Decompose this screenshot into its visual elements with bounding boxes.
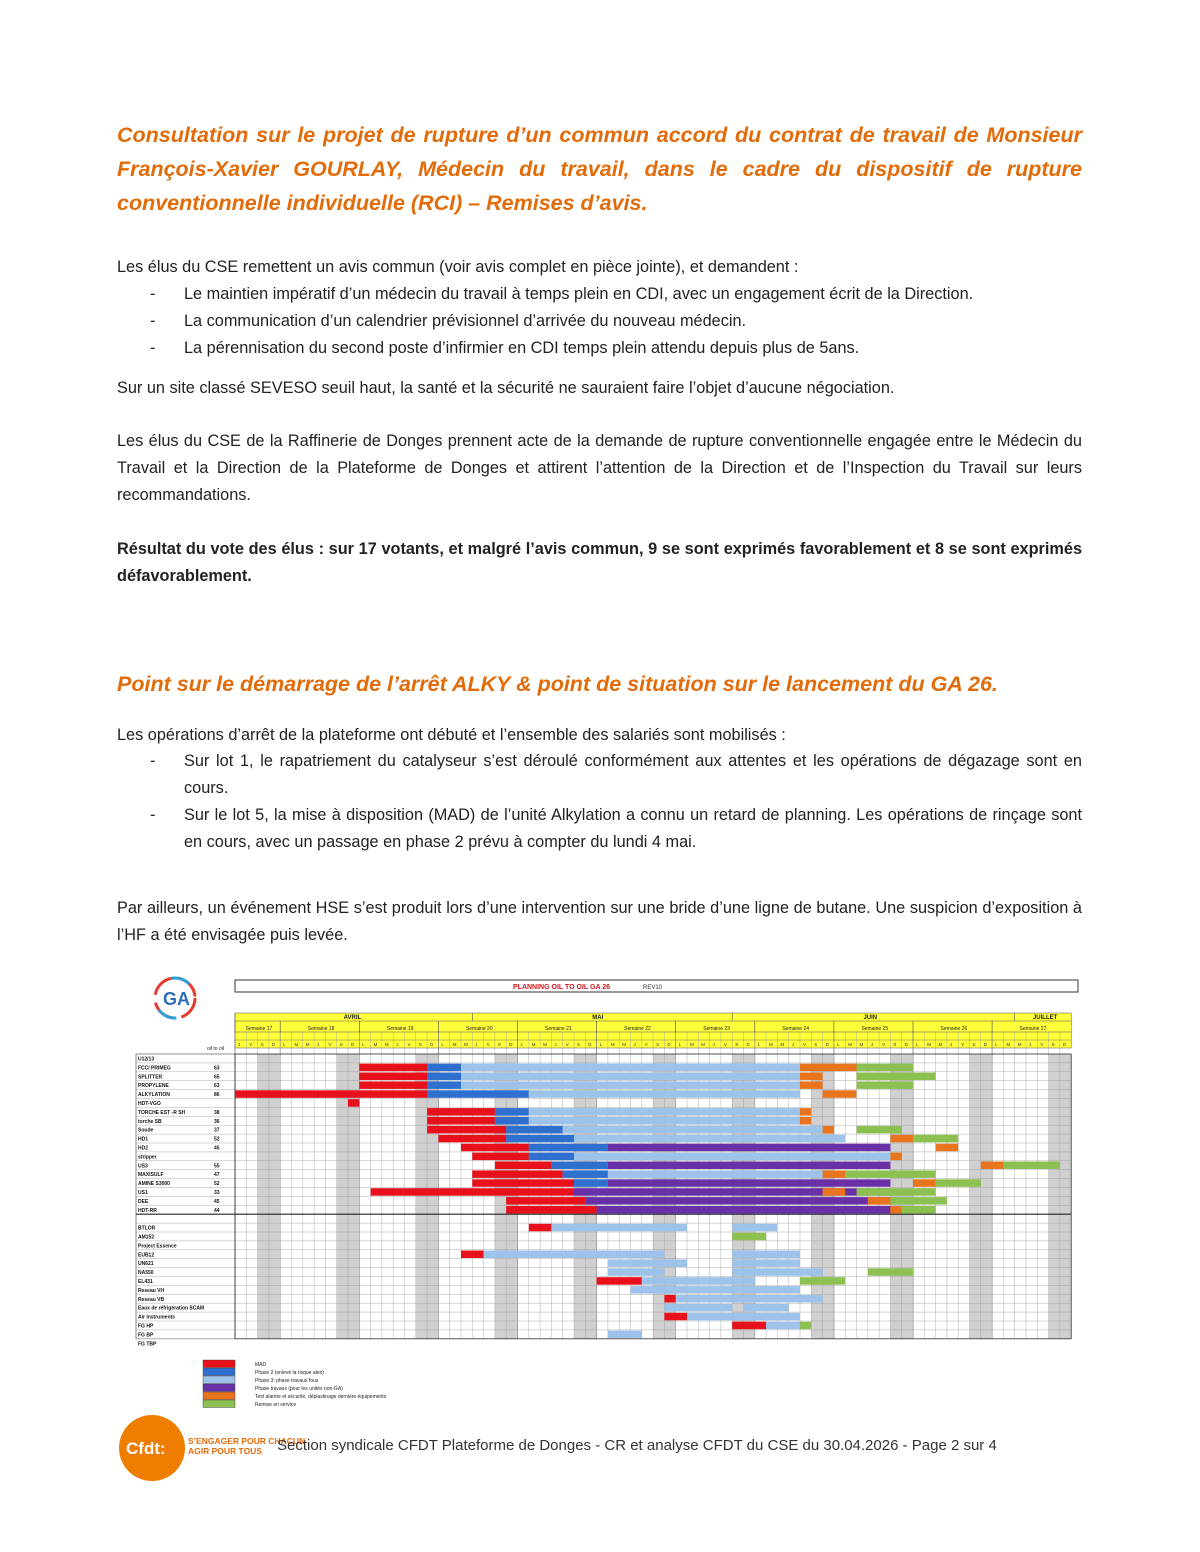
week-label: Semaine 17 xyxy=(245,1026,273,1032)
phase-bar xyxy=(461,1144,529,1152)
unit-label: Eaux de réfrigération SCAM xyxy=(138,1305,205,1312)
slogan-line-2: AGIR POUR TOUS xyxy=(188,1446,262,1456)
day-letter: L xyxy=(995,1042,998,1047)
day-letter: M xyxy=(701,1042,706,1047)
week-label: Semaine 20 xyxy=(465,1026,493,1032)
unit-label: Reseau VH xyxy=(138,1287,165,1294)
vote-result: Résultat du vote des élus : sur 17 votants, et malgré l’avis commun, 9 se sont exprimés favorablement et 8 se sont exprimés défavorablement. xyxy=(117,540,1082,585)
phase-bar xyxy=(551,1162,608,1170)
legend-label: Phase 3: phase travaux fous xyxy=(255,1378,319,1384)
phase-bar xyxy=(857,1064,914,1072)
day-letter: S xyxy=(260,1042,264,1047)
week-label: Semaine 26 xyxy=(940,1026,968,1032)
month-label: JUILLET xyxy=(1032,1015,1058,1021)
phase-bar xyxy=(857,1126,902,1134)
unit-label: AM152 xyxy=(138,1234,155,1241)
week-label: Semaine 25 xyxy=(861,1026,889,1032)
unit-value: 65 xyxy=(214,1074,220,1081)
unit-label: US1 xyxy=(138,1190,148,1196)
phase-bar xyxy=(506,1126,563,1134)
phase-bar xyxy=(585,1064,800,1072)
day-letter: V xyxy=(328,1042,332,1047)
phase-bar xyxy=(461,1064,585,1072)
day-letter: D xyxy=(667,1042,671,1047)
phase-bar xyxy=(438,1135,506,1143)
day-letter: L xyxy=(757,1042,761,1047)
legend-swatch xyxy=(203,1392,235,1400)
phase-bar xyxy=(371,1188,461,1196)
phase-bar xyxy=(857,1188,936,1196)
page-footer: Section syndicale CFDT Plateforme de Donges - CR et analyse CFDT du CSE du 30.04.2026 - Page 2 sur 4 xyxy=(277,1437,997,1454)
phase-bar xyxy=(529,1108,800,1116)
phase-bar xyxy=(823,1170,846,1178)
legend-label: Remise en service xyxy=(255,1402,297,1408)
unit-label: MAXISULF xyxy=(138,1172,164,1179)
phase-bar xyxy=(472,1153,529,1161)
day-letter: D xyxy=(1062,1042,1067,1047)
section-title-rci: Consultation sur le projet de rupture d’un commun accord du contrat de travail de Monsieur François-Xavier GOURLAY, Médecin du travail, dans le cadre du dispositif de rupture conventionnelle individuelle (RCI) – Remises d’avis. xyxy=(117,123,1082,215)
day-letter: L xyxy=(283,1042,286,1047)
unit-label: torche SB xyxy=(138,1118,162,1125)
phase-bar xyxy=(890,1197,947,1205)
day-letter: V xyxy=(407,1042,411,1047)
phase-bar xyxy=(608,1259,687,1267)
day-letter: M xyxy=(690,1042,694,1047)
unit-label: HDT-VGO xyxy=(138,1101,161,1107)
planning-ga26-image xyxy=(133,968,1080,1416)
phase-bar xyxy=(902,1206,936,1214)
cfdt-logo xyxy=(118,1414,186,1482)
phase-bar xyxy=(732,1251,800,1259)
phase-bar xyxy=(427,1126,506,1134)
day-letter: D xyxy=(430,1042,434,1047)
unit-value: 52 xyxy=(214,1181,220,1188)
phase-bar xyxy=(890,1153,901,1161)
unit-label: EL431 xyxy=(138,1279,153,1285)
month-label: JUIN xyxy=(863,1015,878,1021)
week-label: Semaine 21 xyxy=(545,1026,572,1032)
phase-bar xyxy=(597,1206,891,1214)
list-item: - La pérennisation du second poste d’infirmier en CDI temps plein attendu depuis plus de 5ans. xyxy=(117,335,1082,362)
day-letter: S xyxy=(497,1042,501,1047)
day-letter: V xyxy=(1040,1042,1044,1047)
phase-bar xyxy=(506,1135,574,1143)
day-letter: V xyxy=(882,1042,886,1047)
phase-bar xyxy=(687,1313,732,1321)
legend-label: Phase 2 (enlevé la risque atex) xyxy=(255,1370,324,1376)
phase-bar xyxy=(981,1162,1004,1170)
day-letter: S xyxy=(418,1042,422,1047)
legend-swatch xyxy=(203,1384,235,1392)
phase-bar xyxy=(800,1108,811,1116)
unit-label: FG BP xyxy=(138,1332,154,1339)
phase-bar xyxy=(800,1322,811,1330)
phase-bar xyxy=(732,1233,766,1241)
day-letter: L xyxy=(520,1042,524,1047)
section1-bullet-list xyxy=(117,281,1082,362)
week-label: Semaine 27 xyxy=(1019,1026,1047,1032)
day-letter: V xyxy=(565,1042,569,1047)
phase-bar xyxy=(563,1170,608,1178)
unit-label: Air Instruments xyxy=(138,1314,175,1321)
phase-bar xyxy=(529,1224,552,1232)
list-item: - Sur le lot 5, la mise à disposition (MAD) de l’unité Alkylation a connu un retard de planning. Les opérations de rinçage sont en cours, avec un passage en phase 2 prévu à compter du lundi 4 mai. xyxy=(117,802,1082,856)
day-letter: V xyxy=(803,1042,807,1047)
unit-value: 37 xyxy=(214,1127,220,1134)
day-letter: L xyxy=(362,1042,365,1047)
phase-bar xyxy=(585,1197,890,1205)
unit-value: 36 xyxy=(214,1118,220,1125)
day-letter: D xyxy=(271,1042,276,1047)
day-letter: M xyxy=(1017,1042,1022,1047)
phase-bar xyxy=(868,1268,913,1276)
section2-intro: Les opérations d’arrêt de la plateforme ont débuté et l’ensemble des salariés sont mobilisés : xyxy=(117,726,786,744)
unit-label: US3 xyxy=(138,1163,148,1170)
phase-bar xyxy=(472,1170,562,1178)
unit-value: 33 xyxy=(214,1190,220,1196)
day-letter: M xyxy=(780,1042,785,1047)
day-letter: J xyxy=(870,1042,874,1047)
day-letter: V xyxy=(644,1042,648,1047)
phase-bar xyxy=(551,1224,687,1232)
phase-bar xyxy=(427,1108,495,1116)
phase-bar xyxy=(529,1144,608,1152)
day-letter: M xyxy=(938,1042,943,1047)
week-label: Semaine 23 xyxy=(703,1026,730,1032)
phase-bar xyxy=(732,1277,755,1285)
unit-label: SPLITTER xyxy=(138,1074,163,1081)
unit-label: U12/13 xyxy=(138,1056,155,1063)
week-label: Semaine 24 xyxy=(782,1026,810,1032)
unit-label: AMINE S3000 xyxy=(138,1181,170,1188)
phase-bar xyxy=(631,1286,733,1294)
phase-bar xyxy=(506,1206,596,1214)
day-letter: M xyxy=(531,1042,536,1047)
day-letter: D xyxy=(351,1042,355,1047)
day-letter: S xyxy=(577,1042,581,1047)
unit-label: PROPYLENE xyxy=(138,1083,169,1090)
phase-bar xyxy=(800,1081,823,1089)
day-letter: M xyxy=(848,1042,852,1047)
day-letter: J xyxy=(791,1042,794,1047)
section1-intro: Les élus du CSE remettent un avis commun (voir avis complet en pièce jointe), et demandent : xyxy=(117,258,799,276)
day-letter: S xyxy=(972,1042,976,1047)
unit-label: FCC/ PRIMEG xyxy=(138,1065,171,1072)
phase-bar xyxy=(664,1304,732,1312)
phase-bar xyxy=(913,1179,936,1187)
day-letter: M xyxy=(373,1042,378,1047)
phase-bar xyxy=(506,1197,585,1205)
unit-label: FG HP xyxy=(138,1323,154,1330)
phase-bar xyxy=(913,1135,958,1143)
phase-bar xyxy=(664,1295,675,1303)
day-letter: M xyxy=(859,1042,864,1047)
phase-bar xyxy=(936,1144,959,1152)
phase-bar xyxy=(732,1224,777,1232)
phase-bar xyxy=(823,1126,834,1134)
phase-bar xyxy=(936,1179,981,1187)
day-letter: L xyxy=(678,1042,682,1047)
legend-swatch xyxy=(203,1376,235,1384)
legend-swatch xyxy=(203,1368,235,1376)
legend-swatch xyxy=(203,1400,235,1408)
hse-paragraph: Par ailleurs, un événement HSE s’est produit lors d’une intervention sur une bride d’une ligne de butane. Une suspicion d’exposition à l’HF a été envisagée puis levée. xyxy=(117,899,1082,944)
legend-label: Test alarme et sécurité, déplastinage dernière équipements xyxy=(255,1394,387,1400)
phase-bar xyxy=(574,1153,890,1161)
unit-label: HD1 xyxy=(138,1136,149,1143)
phase-bar xyxy=(574,1179,608,1187)
phase-bar xyxy=(664,1313,687,1321)
phase-bar xyxy=(608,1179,891,1187)
phase-bar xyxy=(484,1251,665,1259)
planning-title: PLANNING OIL TO OIL GA 26 xyxy=(513,984,610,991)
phase-bar xyxy=(732,1268,822,1276)
phase-bar xyxy=(823,1188,846,1196)
phase-bar xyxy=(608,1170,823,1178)
unit-value: 63 xyxy=(214,1065,220,1072)
day-letter: M xyxy=(543,1042,547,1047)
phase-bar xyxy=(766,1322,800,1330)
phase-bar xyxy=(857,1073,936,1081)
phase-bar xyxy=(1003,1162,1060,1170)
unit-value: 45 xyxy=(214,1198,220,1205)
day-letter: V xyxy=(961,1042,965,1047)
legend-label: Phase travaux (pour les unités non-GA) xyxy=(255,1386,343,1392)
phase-bar xyxy=(529,1117,800,1125)
phase-bar xyxy=(732,1286,800,1294)
phase-bar xyxy=(608,1331,642,1339)
cfdt-logo-text: Cfdt: xyxy=(126,1439,166,1458)
unit-value: 45 xyxy=(214,1145,220,1152)
unit-value: 47 xyxy=(214,1172,220,1179)
day-letter: J xyxy=(712,1042,715,1047)
day-letter: D xyxy=(904,1042,908,1047)
day-letter: M xyxy=(464,1042,468,1047)
phase-bar xyxy=(608,1162,891,1170)
logo-text: GA xyxy=(163,989,190,1009)
legend-swatch xyxy=(203,1360,235,1368)
day-letter: M xyxy=(384,1042,389,1047)
phase-bar xyxy=(427,1073,461,1081)
day-letter: S xyxy=(814,1042,818,1047)
phase-bar xyxy=(348,1099,359,1107)
section2-bullet-list xyxy=(117,748,1082,856)
phase-bar xyxy=(563,1126,823,1134)
day-letter: S xyxy=(893,1042,897,1047)
unit-label: Reseau VB xyxy=(138,1296,165,1303)
phase-bar xyxy=(890,1135,913,1143)
phase-bar xyxy=(890,1206,901,1214)
day-letter: S xyxy=(656,1042,660,1047)
phase-bar xyxy=(823,1090,857,1098)
unit-label: HD2 xyxy=(138,1145,149,1152)
day-letter: J xyxy=(238,1042,241,1047)
day-letter: S xyxy=(735,1042,739,1047)
day-letter: J xyxy=(1029,1042,1032,1047)
phase-bar xyxy=(857,1081,914,1089)
day-letter: D xyxy=(509,1042,513,1047)
phase-bar xyxy=(472,1179,574,1187)
phase-bar xyxy=(732,1259,800,1267)
phase-bar xyxy=(732,1313,800,1321)
day-letter: J xyxy=(554,1042,557,1047)
unit-label: BTLOR xyxy=(138,1225,156,1232)
unit-label: DEE xyxy=(138,1198,149,1205)
unit-label: UN621 xyxy=(138,1261,154,1268)
week-label: Semaine 22 xyxy=(624,1026,651,1032)
unit-label: NA550 xyxy=(138,1270,154,1277)
unit-label: ALKYLATION xyxy=(138,1092,170,1099)
phase-bar xyxy=(461,1188,574,1196)
phase-bar xyxy=(235,1090,427,1098)
cse-paragraph: Les élus du CSE de la Raffinerie de Donges prennent acte de la demande de rupture conventionnelle engagée entre le Médecin du Travail et la Direction de la Plateforme de Donges et attirent l’attention de la Direction et de l’Inspection du Travail sur leurs recommandations. xyxy=(117,432,1082,504)
month-label: MAI xyxy=(592,1015,604,1021)
legend-label: MAD xyxy=(255,1362,267,1368)
unit-label: TORCHE EST -R SH xyxy=(138,1109,186,1116)
phase-bar xyxy=(676,1295,733,1303)
seveso-paragraph: Sur un site classé SEVESO seuil haut, la santé et la sécurité ne sauraient faire l’objet d’aucune négociation. xyxy=(117,379,895,397)
unit-label: Project Essence xyxy=(138,1243,177,1250)
day-letter: J xyxy=(633,1042,636,1047)
unit-label: HDT-RR xyxy=(138,1207,157,1214)
phase-bar xyxy=(845,1170,935,1178)
unit-value: 44 xyxy=(214,1207,220,1214)
list-item: - Sur lot 1, le rapatriement du catalyseur s’est déroulé conformément aux attentes et les opérations de dégazage sont en cours. xyxy=(117,748,1082,802)
day-letter: J xyxy=(949,1042,953,1047)
phase-bar xyxy=(574,1135,845,1143)
day-letter: S xyxy=(1051,1042,1055,1047)
day-letter: V xyxy=(249,1042,253,1047)
day-letter: J xyxy=(317,1042,320,1047)
phase-bar xyxy=(427,1081,461,1089)
phase-bar xyxy=(800,1064,857,1072)
day-letter: D xyxy=(746,1042,750,1047)
phase-bar xyxy=(495,1117,529,1125)
day-letter: J xyxy=(396,1042,399,1047)
week-label: Semaine 18 xyxy=(307,1026,335,1032)
day-letter: L xyxy=(441,1042,444,1047)
phase-bar xyxy=(608,1268,665,1276)
day-letter: M xyxy=(1006,1042,1011,1047)
unit-value: 55 xyxy=(214,1163,220,1170)
phase-bar xyxy=(800,1117,811,1125)
list-item: - La communication d’un calendrier prévisionnel d’arrivée du nouveau médecin. xyxy=(117,308,1082,335)
phase-bar xyxy=(529,1090,800,1098)
month-label: AVRIL xyxy=(343,1015,362,1021)
day-letter: M xyxy=(927,1042,932,1047)
phase-bar xyxy=(800,1073,823,1081)
phase-bar xyxy=(495,1108,529,1116)
phase-bar xyxy=(732,1322,766,1330)
slogan-line-1: S’ENGAGER POUR CHACUN xyxy=(188,1436,306,1446)
phase-bar xyxy=(359,1081,427,1089)
unit-label: EUB12 xyxy=(138,1252,155,1259)
day-letter: D xyxy=(588,1042,592,1047)
phase-bar xyxy=(427,1117,495,1125)
unit-value: 52 xyxy=(214,1136,220,1143)
unit-label: stripper xyxy=(138,1154,157,1161)
day-letter: M xyxy=(452,1042,457,1047)
section-title-alky: Point sur le démarrage de l’arrêt ALKY & point de situation sur le lancement du GA 26. xyxy=(117,672,998,696)
week-label: Semaine 19 xyxy=(386,1026,414,1032)
unit-value: 63 xyxy=(214,1083,220,1090)
day-letter: D xyxy=(983,1042,988,1047)
phase-bar xyxy=(461,1073,800,1081)
unit-value: 86 xyxy=(214,1092,220,1099)
list-item: - Le maintien impératif d’un médecin du travail à temps plein en CDI, avec un engagement écrit de la Direction. xyxy=(117,281,1082,308)
day-letter: V xyxy=(723,1042,727,1047)
day-letter: V xyxy=(486,1042,490,1047)
day-letter: M xyxy=(610,1042,615,1047)
phase-bar xyxy=(359,1073,427,1081)
day-letter: L xyxy=(599,1042,603,1047)
phase-bar xyxy=(642,1277,732,1285)
unit-label: FG TBP xyxy=(138,1341,157,1348)
phase-bar xyxy=(495,1162,552,1170)
day-letter: D xyxy=(825,1042,829,1047)
day-letter: M xyxy=(305,1042,310,1047)
phase-bar xyxy=(744,1304,789,1312)
phase-bar xyxy=(800,1277,845,1285)
phase-bar xyxy=(597,1277,642,1285)
day-letter: M xyxy=(769,1042,773,1047)
day-letter: S xyxy=(339,1042,343,1047)
phase-bar xyxy=(732,1295,822,1303)
oil-to-oil-label: oil to oil xyxy=(207,1046,224,1052)
phase-bar xyxy=(868,1197,891,1205)
phase-bar xyxy=(529,1153,574,1161)
ga-logo xyxy=(155,978,195,1018)
phase-bar xyxy=(461,1251,484,1259)
day-letter: J xyxy=(475,1042,478,1047)
phase-bar xyxy=(608,1144,891,1152)
phase-bar xyxy=(427,1090,529,1098)
unit-value: 38 xyxy=(214,1109,220,1116)
planning-rev: REV10 xyxy=(643,985,663,991)
phase-bar xyxy=(461,1081,800,1089)
day-letter: M xyxy=(294,1042,299,1047)
day-letter: L xyxy=(836,1042,840,1047)
phase-bar xyxy=(427,1064,461,1072)
unit-label: Soude xyxy=(138,1127,154,1134)
day-letter: L xyxy=(916,1042,919,1047)
day-letter: M xyxy=(622,1042,626,1047)
phase-bar xyxy=(359,1064,427,1072)
